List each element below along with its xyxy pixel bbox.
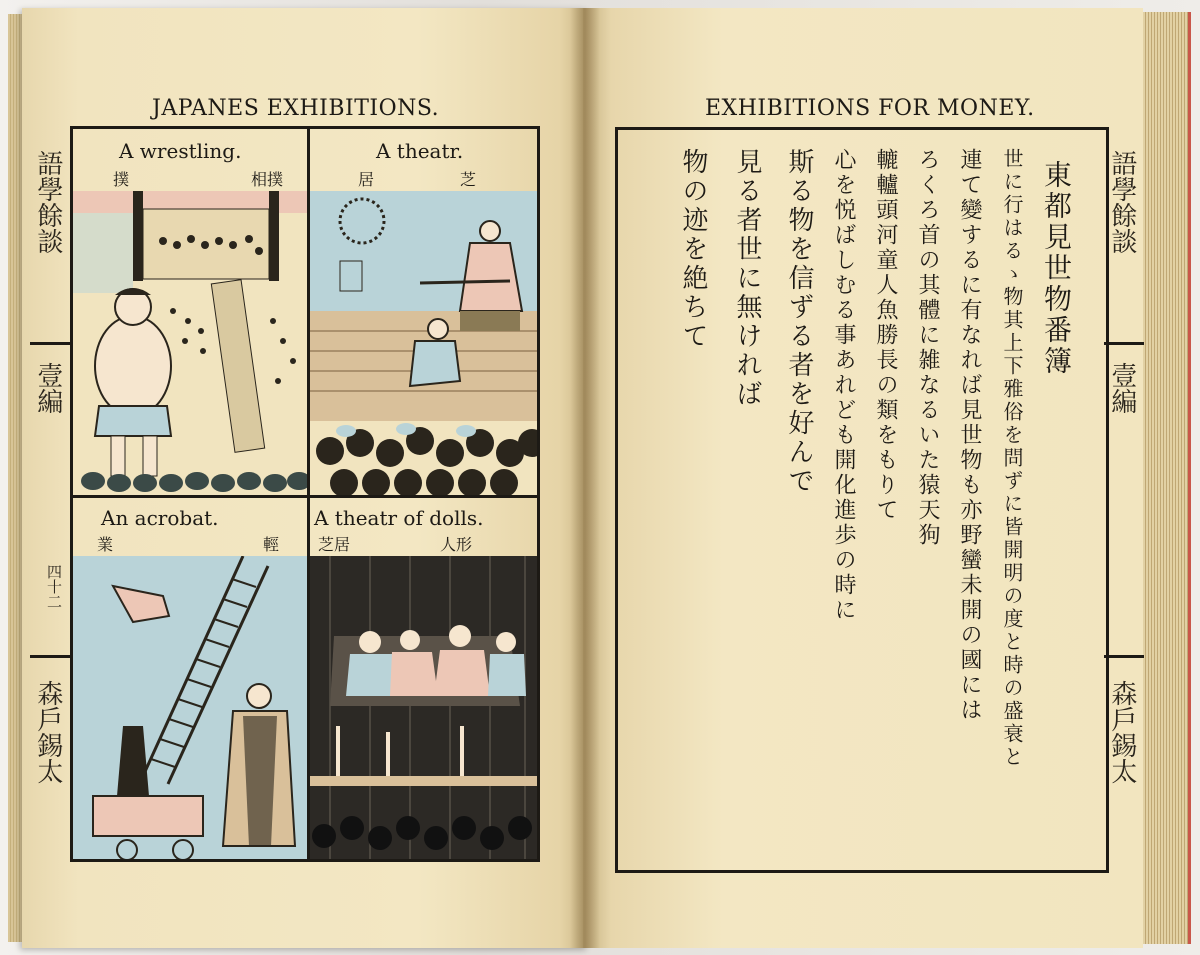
- left-margin-volume: 壹編: [32, 362, 63, 414]
- panel-japanese-label: 相撲: [251, 170, 284, 189]
- text-column: 物の迹を絶ちて: [678, 148, 708, 351]
- illustration-grid: [70, 126, 540, 862]
- book-gutter: [570, 8, 600, 948]
- panel-caption: An acrobat.: [101, 506, 219, 530]
- right-margin-author: 森戶錫太: [1106, 680, 1137, 784]
- right-page-stack: [1140, 12, 1191, 944]
- panel-japanese-label: 人形: [440, 535, 473, 554]
- text-column: 東都見世物番簿: [1040, 160, 1073, 377]
- left-page-title: JAPANES EXHIBITIONS.: [152, 96, 440, 121]
- text-column: 世に行はるゝ物其上下雅俗を問ずに皆開明の度と時の盛衰と: [1000, 148, 1024, 769]
- left-margin-author: 森戶錫太: [32, 680, 63, 784]
- text-column: 連て變するに有なれば見世物も亦野蠻未開の國には: [957, 148, 982, 723]
- panel-japanese-label: 芝居: [318, 535, 351, 554]
- text-column: 轆轤頭河童人魚勝長の類をもりて: [873, 148, 898, 523]
- panel-japanese-label: 芝: [460, 170, 477, 189]
- text-column: 斯る物を信ずる者を好んで: [784, 148, 814, 496]
- right-margin-volume: 壹編: [1106, 362, 1137, 414]
- panel-japanese-label: 撲: [113, 170, 130, 189]
- text-frame: [615, 127, 1109, 873]
- left-page-number: 四十二: [45, 564, 63, 609]
- right-margin-title: 語學餘談: [1106, 150, 1137, 254]
- panel-japanese-label: 居: [358, 170, 375, 189]
- right-margin-rule: [1104, 655, 1144, 658]
- theatre-illustration: [310, 191, 537, 495]
- panel-japanese-label: 輕: [263, 535, 280, 554]
- text-column: 心を悦ばしむる事あれども開化進歩の時に: [831, 148, 856, 623]
- panel-wrestling: [73, 129, 307, 495]
- panel-caption: A theatr.: [376, 139, 464, 163]
- acrobat-illustration: [73, 556, 307, 859]
- panel-caption: A wrestling.: [119, 139, 242, 163]
- left-margin-rule: [30, 655, 70, 658]
- panel-puppet-theatre: [310, 498, 537, 859]
- left-margin-rule: [30, 342, 70, 345]
- panel-caption: A theatr of dolls.: [314, 506, 484, 530]
- left-margin-title: 語學餘談: [32, 150, 63, 254]
- puppet-theatre-illustration: [310, 556, 537, 859]
- panel-theatre: [310, 129, 537, 495]
- panel-acrobat: [73, 498, 307, 859]
- text-column: ろくろ首の其體に雑なるいた猿天狗: [915, 148, 940, 548]
- text-column: 見る者世に無ければ: [732, 148, 762, 409]
- wrestling-illustration: [73, 191, 307, 495]
- panel-japanese-label: 業: [97, 535, 114, 554]
- right-page-title: EXHIBITIONS FOR MONEY.: [705, 96, 1035, 121]
- right-margin-rule: [1104, 342, 1144, 345]
